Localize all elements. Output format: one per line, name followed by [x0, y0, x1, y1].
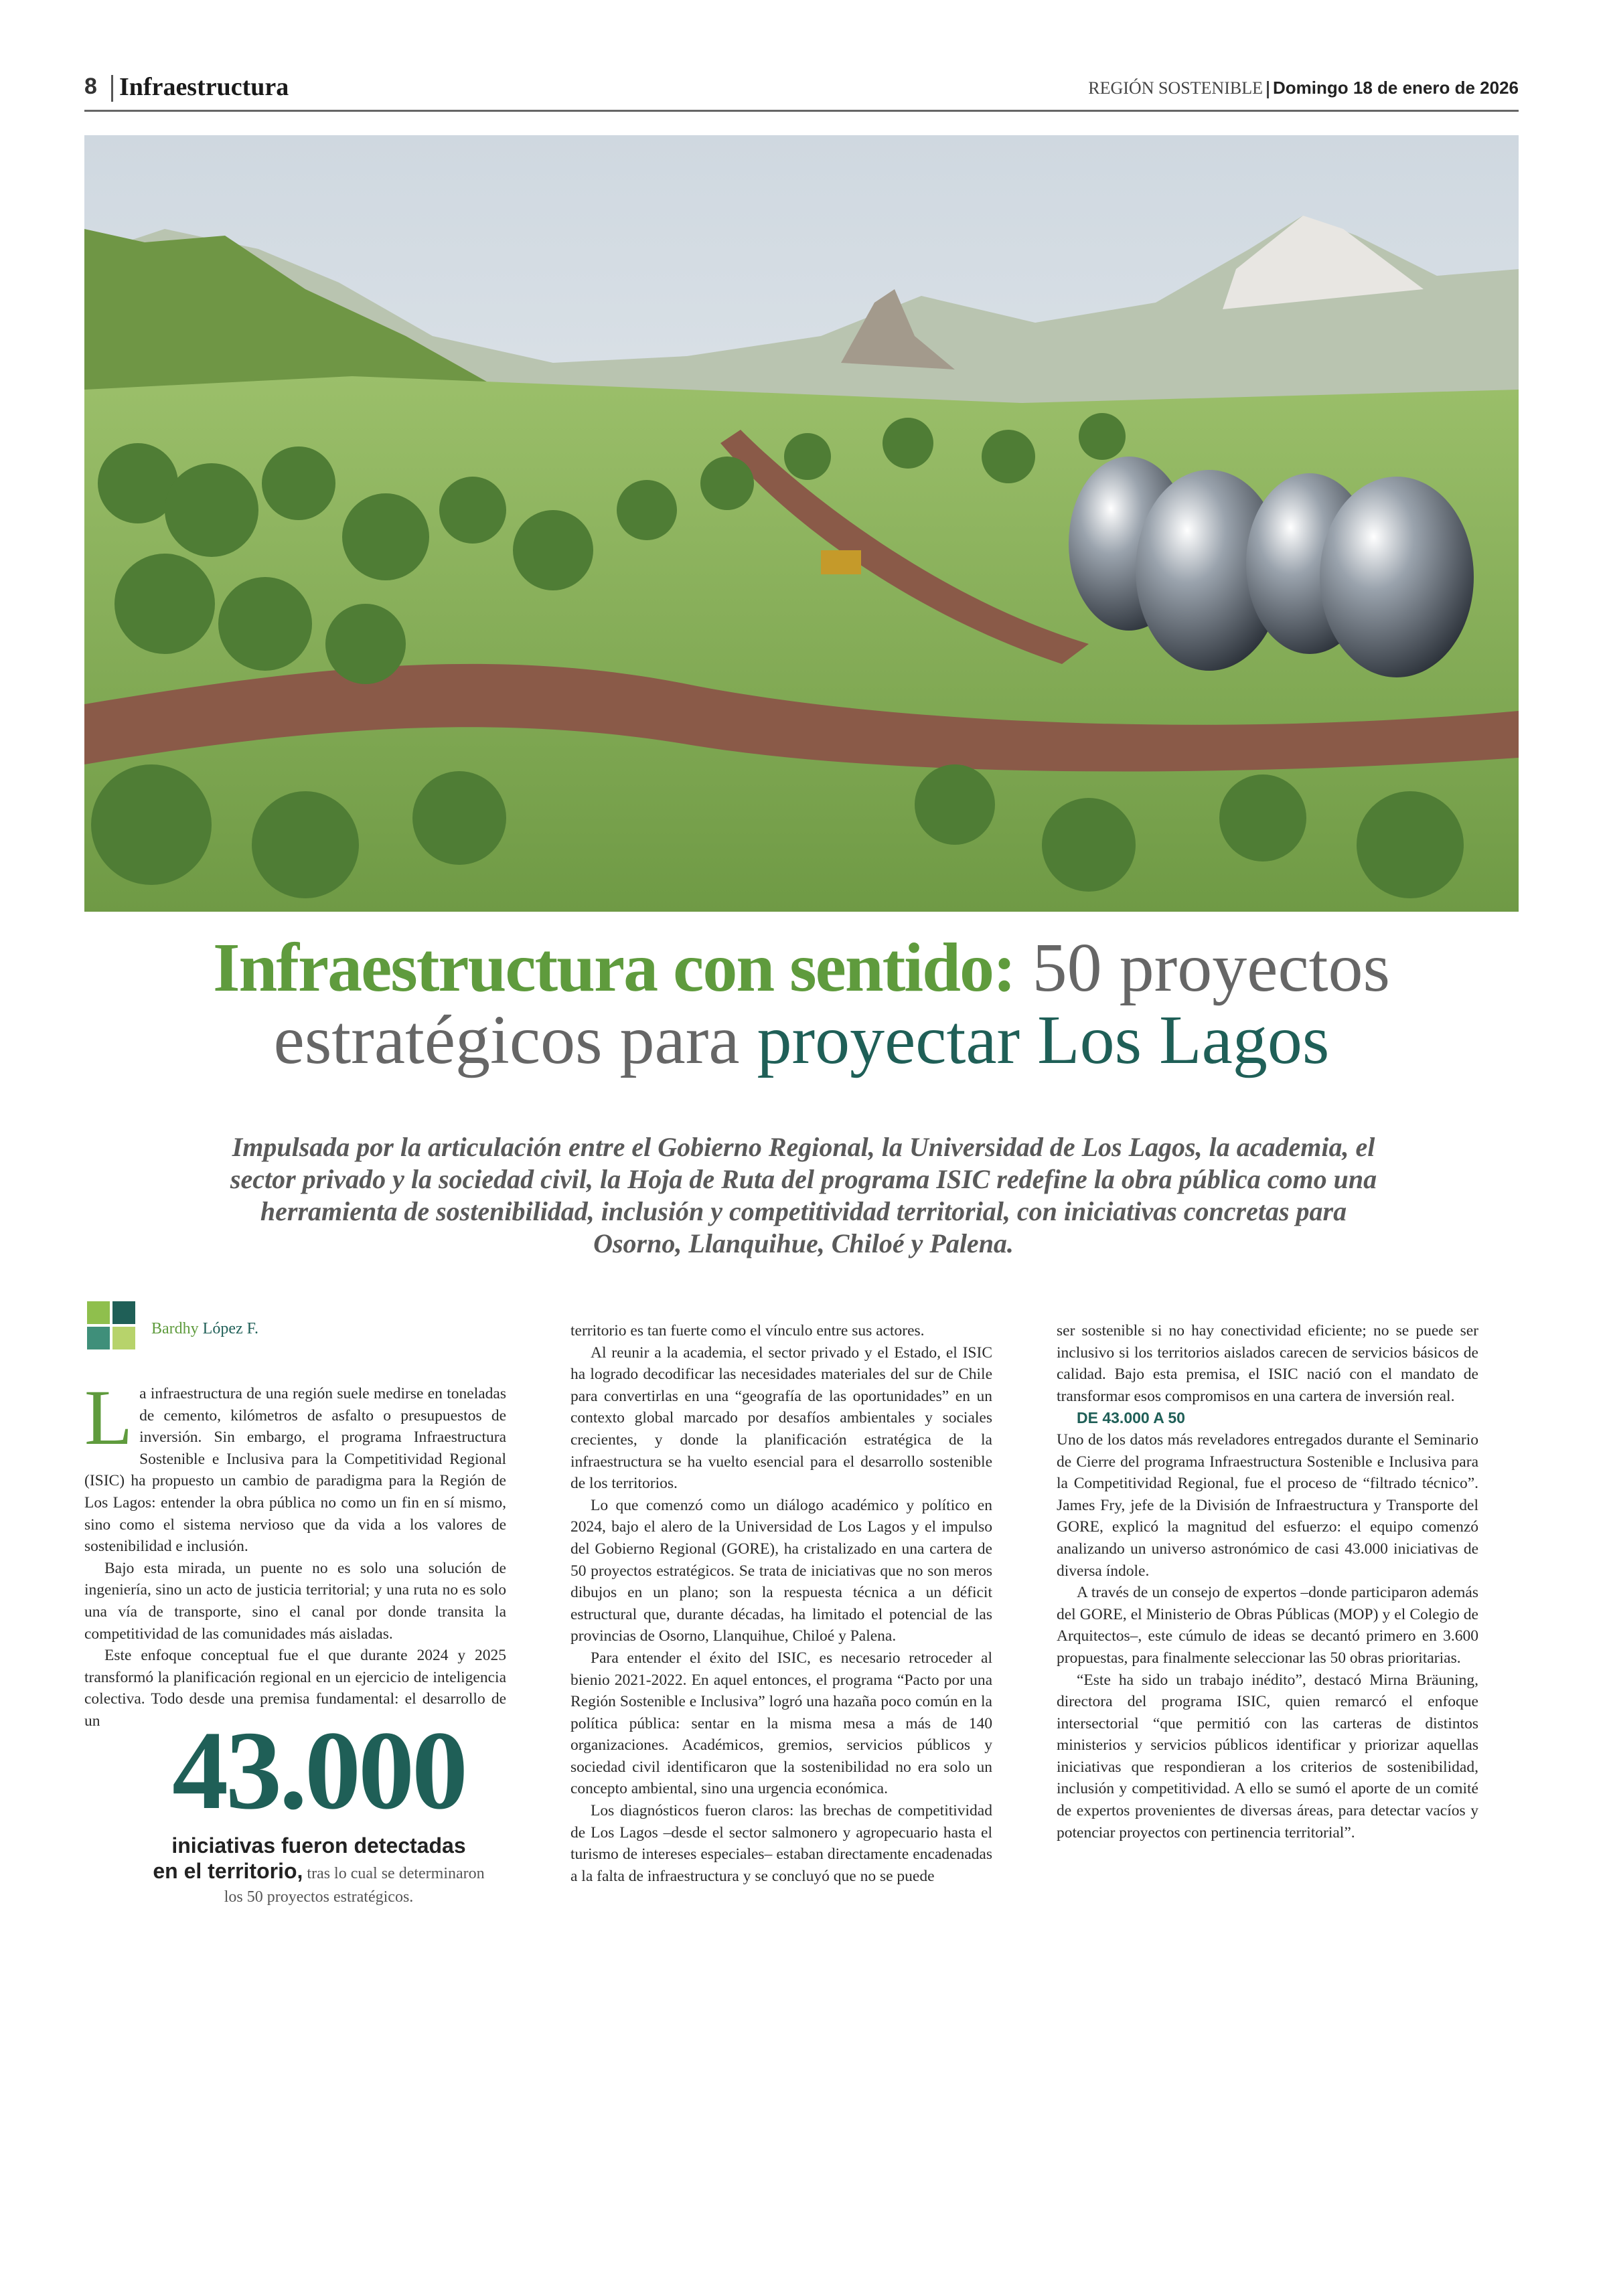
headline-part-2: 50 proyectos: [1014, 929, 1390, 1006]
isic-logo: [87, 1301, 138, 1352]
author-last-name: López F.: [202, 1320, 259, 1337]
article-paragraph: Al reunir a la academia, el sector privado y el Estado, el ISIC ha logrado decodificar las necesidades materiales del sur de Chile para convertirlas en una “geografía de las oportunidades” en un contexto global marcado por desafíos ambientales y sociales crecientes, y donde la planificación estratégica de la infraestructura se ha vuelto esencial para el desarrollo sostenible de los territorios.: [570, 1343, 992, 1493]
article-column-1: [84, 1374, 506, 1732]
stat-callout: [84, 1708, 553, 1908]
stat-number: 43.000: [172, 1708, 465, 1833]
author-name: [151, 1320, 258, 1338]
headline-part-3: estratégicos para: [273, 1001, 757, 1078]
headline-part-4: proyectar Los Lagos: [757, 1001, 1330, 1078]
article-paragraph: Para entender el éxito del ISIC, es necesario retroceder al bienio 2021-2022. En aquel entonces, el programa “Pacto por una Región Sostenible e Inclusiva” logró una hazaña poco común en la política pública: sentar en la misma mesa a más de 140 organizaciones. Académicos, gremios, servicios públicos y sociedad civil identificaron que la sostenibilidad no era solo un concepto ambiental, sino una urgencia económica.: [570, 1649, 992, 1798]
stat-caption-line-3: los 50 proyectos estratégicos.: [224, 1888, 414, 1906]
page-number: 8: [84, 74, 97, 99]
article-paragraph: “Este ha sido un trabajo inédito”, destacó Mirna Bräuning, directora del programa ISIC, quien remarcó el enfoque intersectorial “que permitió con las carteras de distintos ministerios y servicios públicos identificar y priorizar aquellas iniciativas que respondieran a los criterios de sostenibilidad, inclusión y competitividad. A ello se sumó el aporte de un comité de expertos provenientes de diversas áreas, para detectar vacíos y potenciar proyectos con pertinencia territorial”.: [1057, 1671, 1478, 1841]
hero-image: [84, 135, 1519, 912]
article-paragraph: ser sostenible si no hay conectividad eficiente; no se puede ser inclusivo si los territorios aislados carecen de servicios básicos de calidad. Bajo esta premisa, el ISIC nació con el mandato de transformar esos compromisos en una cartera de inversión real.: [1057, 1322, 1478, 1405]
headline: [84, 929, 1519, 1078]
stat-caption-line-1: iniciativas fueron detectadas: [171, 1833, 466, 1858]
drop-cap: L: [84, 1374, 133, 1461]
article-paragraph: Uno de los datos más reveladores entregados durante el Seminario de Cierre del programa Infraestructura Sostenible e Inclusiva para la Competitividad Regional, fue el proceso de “filtrado técnico”. James Fry, jefe de la División de Infraestructura y Transporte del GORE, explicó la magnitud del esfuerzo: el equipo comenzó analizando un universo astronómico de casi 43.000 iniciativas de diversa índole.: [1057, 1430, 1478, 1580]
page-header: [84, 71, 1519, 110]
article-column-3: [1057, 1320, 1478, 1843]
article-paragraph: Los diagnósticos fueron claros: las brechas de competitividad de Los Lagos –desde el sector salmonero y agropecuario hasta el turismo de intereses especiales– estaban directamente encadenadas a la falta de infraestructura y se concluyó que no se puede: [570, 1802, 992, 1885]
byline: [87, 1301, 489, 1348]
stat-caption-light: tras lo cual se determinaron: [303, 1865, 485, 1882]
article-paragraph: Este enfoque conceptual fue el que durante 2024 y 2025 transformó la planificación regional en un ejercicio de inteligencia colectiva. Todo desde una premisa fundamental: el desarrollo de un: [84, 1647, 506, 1730]
publication-name: REGIÓN SOSTENIBLE: [1088, 78, 1263, 98]
publication-info: [1088, 78, 1519, 98]
article-paragraph: A través de un consejo de expertos –donde participaron además del GORE, el Ministerio de Obras Públicas (MOP) y el Colegio de Arquitectos–, este cúmulo de ideas se decantó primero en 3.600 propuestas, para finalmente seleccionar las 50 obras prioritarias.: [1057, 1584, 1478, 1667]
publication-date: Domingo 18 de enero de 2026: [1272, 78, 1519, 98]
author-first-name: Bardhy: [151, 1320, 203, 1337]
article-paragraph: La infraestructura de una región suele medirse en toneladas de cemento, kilómetros de asfalto o presupuestos de inversión. Sin embargo, el programa Infraestructura Sostenible e Inclusiva para la Competitividad Regional (ISIC) ha propuesto un cambio de paradigma para la Región de Los Lagos: entender la obra pública no como un fin en sí mismo, sino como el sistema nervioso que da vida a los valores de sostenibilidad e inclusión.: [84, 1374, 506, 1556]
headline-part-1: Infraestructura con sentido:: [213, 929, 1015, 1006]
publication-separator: [1267, 81, 1269, 98]
article-column-2: [570, 1320, 992, 1887]
section-name: Infraestructura: [119, 73, 289, 101]
stat-caption-line-2: en el territorio,: [153, 1859, 303, 1883]
stat-caption: [84, 1833, 553, 1886]
article-paragraph: Bajo esta mirada, un puente no es solo una solución de ingeniería, sino un acto de justicia territorial; y una ruta no es solo una vía de transporte, sino el canal por donde transita la competitividad de las comunidades más aisladas.: [84, 1559, 506, 1643]
article-subhead: DE 43.000 A 50: [1077, 1409, 1185, 1427]
header-divider: [111, 75, 113, 102]
article-paragraph: territorio es tan fuerte como el vínculo entre sus actores.: [570, 1322, 925, 1339]
header-rule: [84, 110, 1519, 112]
article-paragraph: Lo que comenzó como un diálogo académico y político en 2024, bajo el alero de la Universidad de Los Lagos y el impulso del Gobierno Regional (GORE), ha cristalizado en una cartera de 50 proyectos estratégicos. Se trata de iniciativas que no son meros dibujos en un plano; son la respuesta técnica a un déficit estructural que, durante décadas, ha limitado el potencial de las provincias de Osorno, Llanquihue, Chiloé y Palena.: [570, 1496, 992, 1645]
deck-summary: Impulsada por la articulación entre el Gobierno Regional, la Universidad de Los Lagos, la academia, el sector privado y la sociedad civil, la Hoja de Ruta del programa ISIC redefine la obra pública como una herramienta de sostenibilidad, inclusión y competitividad territorial, con iniciativas concretas para Osorno, Llanquihue, Chiloé y Palena.: [230, 1132, 1377, 1258]
